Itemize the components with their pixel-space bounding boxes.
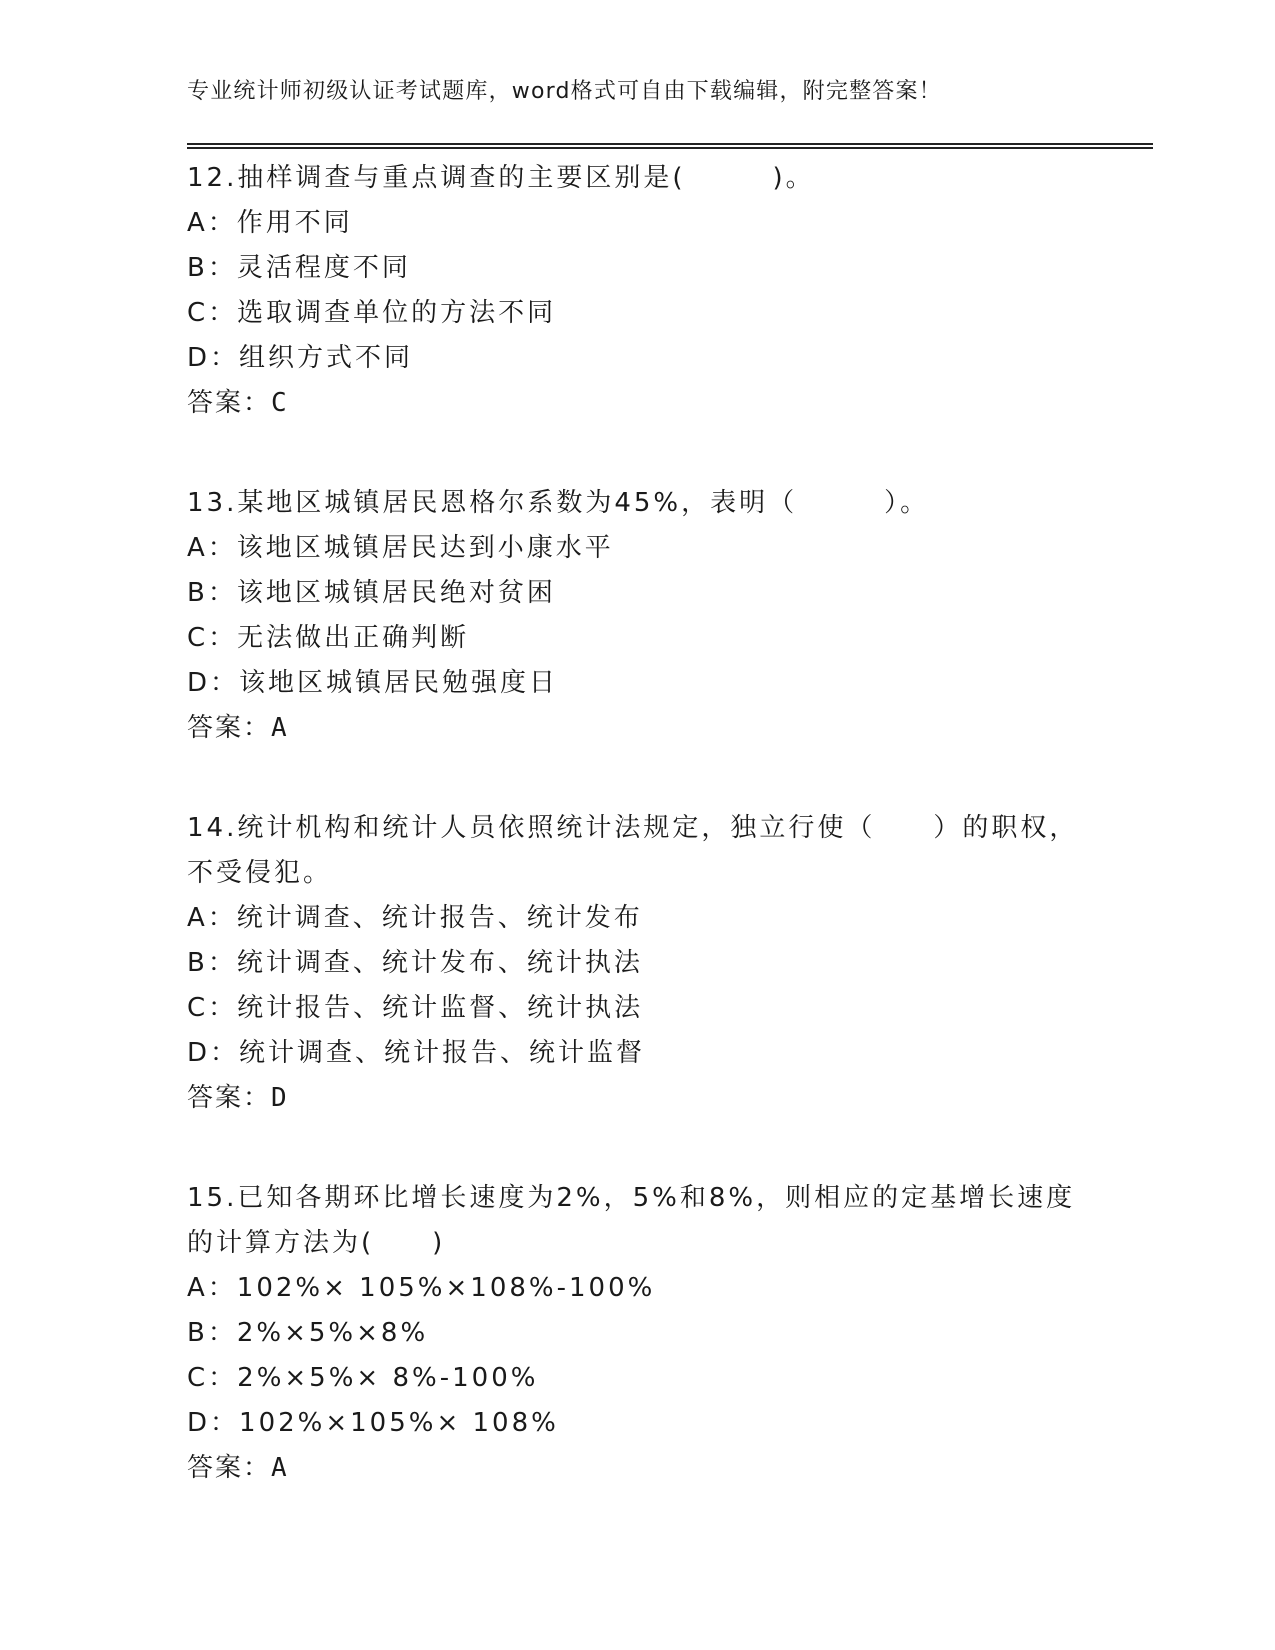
answer-line	[187, 706, 1087, 751]
question-14	[187, 806, 1087, 1121]
question-list	[187, 156, 1087, 1546]
option-d: D：102%×105%× 108%	[187, 1408, 559, 1438]
header-divider-line-top	[187, 143, 1153, 145]
header-divider	[187, 143, 1153, 149]
option-c: C：选取调查单位的方法不同	[187, 298, 557, 328]
answer-label: 答案：	[187, 1453, 272, 1483]
answer-label: 答案：	[187, 388, 272, 418]
option-d: D：统计调查、统计报告、统计监督	[187, 1038, 646, 1068]
question-13	[187, 481, 1087, 751]
option-a: A：统计调查、统计报告、统计发布	[187, 903, 643, 933]
option-c: C：2%×5%× 8%-100%	[187, 1363, 539, 1393]
answer-line	[187, 381, 1087, 426]
answer-value: A	[271, 1453, 289, 1483]
answer-value: A	[271, 713, 289, 743]
option-c: C：统计报告、统计监督、统计执法	[187, 993, 644, 1023]
answer-value: D	[271, 1083, 289, 1113]
question-15	[187, 1176, 1087, 1491]
answer-label: 答案：	[187, 1083, 272, 1113]
option-c: C：无法做出正确判断	[187, 623, 470, 653]
answer-label: 答案：	[187, 713, 272, 743]
option-a: A：该地区城镇居民达到小康水平	[187, 533, 614, 563]
answer-line	[187, 1076, 1087, 1121]
answer-value: C	[271, 388, 289, 418]
option-b: B：该地区城镇居民绝对贫困	[187, 578, 556, 608]
option-b: B：2%×5%×8%	[187, 1318, 429, 1348]
page-header: 专业统计师初级认证考试题库，word格式可自由下载编辑，附完整答案！	[187, 79, 942, 104]
header-divider-line-bottom	[187, 147, 1153, 149]
question-stem: 12.抽样调查与重点调查的主要区别是( )。	[187, 163, 815, 193]
question-stem: 13.某地区城镇居民恩格尔系数为45%，表明（ ）。	[187, 488, 930, 518]
option-b: B：灵活程度不同	[187, 253, 411, 283]
option-d: D：该地区城镇居民勉强度日	[187, 668, 559, 698]
option-a: A：作用不同	[187, 208, 353, 238]
option-a: A：102%× 105%×108%-100%	[187, 1273, 656, 1303]
question-12	[187, 156, 1087, 426]
option-b: B：统计调查、统计发布、统计执法	[187, 948, 643, 978]
question-stem: 14.统计机构和统计人员依照统计法规定，独立行使（ ）的职权，不受侵犯。	[187, 813, 1079, 888]
option-d: D：组织方式不同	[187, 343, 414, 373]
answer-line	[187, 1446, 1087, 1491]
question-stem: 15.已知各期环比增长速度为2%，5%和8%，则相应的定基增长速度的计算方法为( )	[187, 1183, 1076, 1258]
